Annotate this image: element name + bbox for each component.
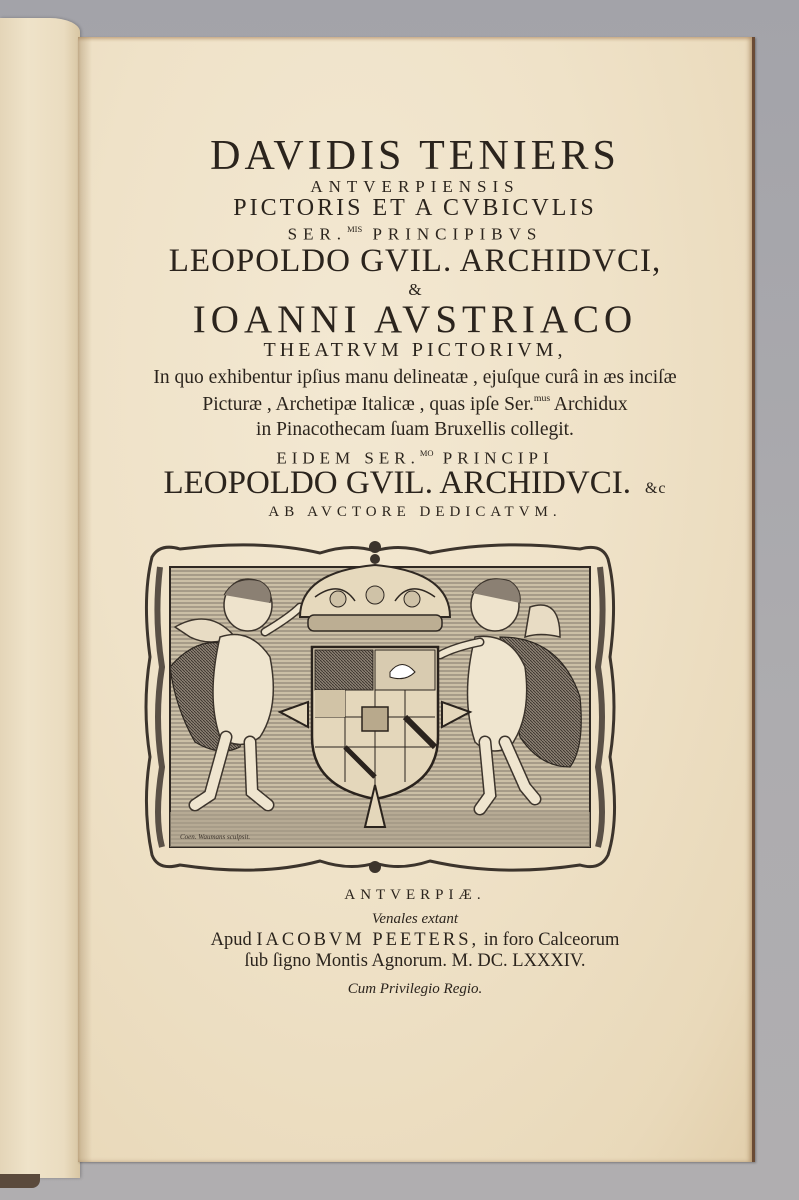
left-putto-body — [213, 635, 273, 745]
imprint-sign-date-line: ſub ſigno Montis Agnorum. M. DC. LXXXIV. — [244, 951, 586, 971]
imprint-venales: Venales extant — [371, 911, 459, 927]
gutter-shadow — [78, 37, 92, 1162]
principibus-prefix: SER. — [287, 224, 348, 244]
principibus-sup: MIS — [347, 224, 363, 234]
ampersand: & — [408, 280, 422, 299]
dedication-rest: PRINCIPI — [433, 448, 554, 468]
ioanni-line: IOANNI AVSTRIACO — [192, 298, 638, 341]
leopoldo-line-1: LEOPOLDO GVIL. ARCHIDVCI, — [168, 243, 662, 279]
left-page-curl — [0, 18, 80, 1178]
author-line: DAVIDIS TENIERS — [210, 133, 620, 179]
engraver-signature: Coen. Waumans sculpsit. — [180, 833, 251, 841]
body-line-2 — [78, 393, 752, 416]
leopoldo-line-2 — [78, 465, 752, 502]
theatrum-line: THEATRVM PICTORIVM, — [263, 339, 567, 361]
origin-line: ANTVERPIENSIS — [310, 177, 520, 196]
dedicatum-line: AB AVCTORE DEDICATVM. — [268, 504, 562, 520]
body-line-1: In quo exhibentur ipſius manu delineatæ , ejuſque curâ in æs inciſæ — [153, 367, 677, 388]
imprint-printer-line — [78, 930, 752, 951]
right-putto-body — [468, 636, 527, 751]
apud-prefix: Apud — [210, 930, 257, 950]
printer-name: IACOBVM PEETERS, — [256, 930, 480, 950]
title-page — [78, 37, 755, 1162]
dedication-sup: MO — [419, 448, 434, 458]
body-line-2-before: Picturæ , Archetipæ Italicæ , quas ipſe Ser. — [202, 393, 534, 415]
imprint-privilege: Cum Privilegio Regio. — [347, 981, 483, 997]
frame-bottom-finial — [369, 861, 381, 873]
leopoldo-line-2-text: LEOPOLDO GVIL. ARCHIDVCI. — [163, 465, 631, 501]
principibus-rest: PRINCIPIBVS — [362, 224, 543, 244]
apud-suffix: in foro Calceorum — [479, 930, 620, 950]
body-line-2-sup: mus — [533, 393, 551, 404]
body-line-3: in Pinacothecam ſuam Bruxellis collegit. — [256, 419, 574, 440]
body-line-2-after: Archidux — [550, 393, 628, 415]
crown — [300, 554, 450, 631]
principibus-line — [78, 224, 752, 245]
coat-of-arms-engraving — [140, 537, 620, 877]
dedication-prefix: EIDEM SER. — [276, 448, 420, 468]
etc-mark: &c — [644, 480, 667, 497]
frame-top-finial — [369, 541, 381, 553]
imprint-city: ANTVERPIÆ. — [344, 887, 486, 903]
role-line: PICTORIS ET A CVBICVLIS — [233, 195, 597, 221]
